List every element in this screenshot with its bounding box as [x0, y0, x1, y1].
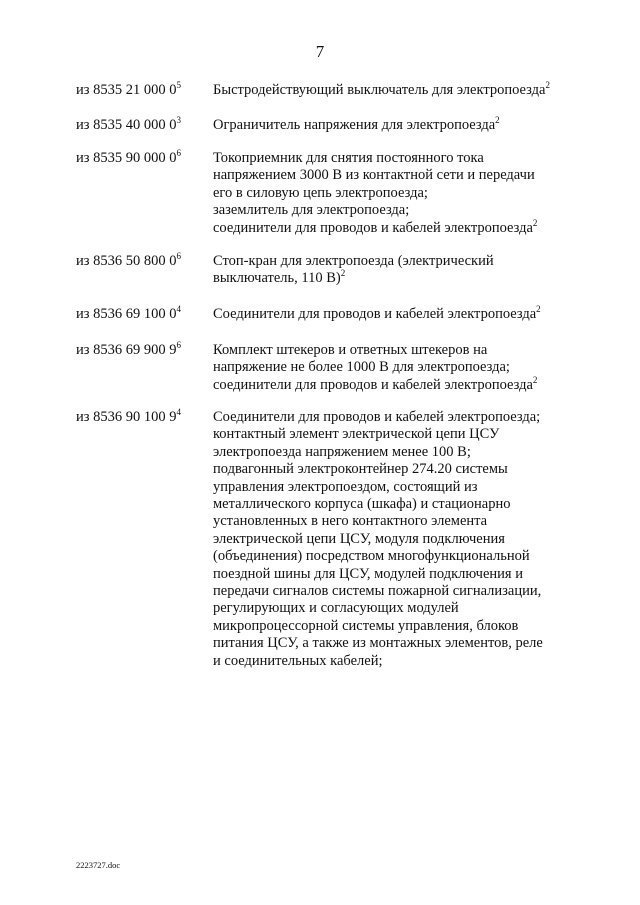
- description-line: [213, 583, 593, 600]
- tnved-code-text: из 8536 90 100 9: [76, 409, 177, 425]
- footnote-marker: 2: [532, 217, 538, 228]
- tnved-code-text: из 8535 21 000 0: [76, 82, 177, 98]
- tnved-code: [76, 82, 206, 99]
- description-line: [213, 461, 593, 478]
- description-text: электропоезда напряжением менее 100 В;: [213, 443, 471, 460]
- description-line: [213, 270, 593, 287]
- footnote-marker: 4: [176, 304, 181, 314]
- description-line: [213, 342, 593, 359]
- footnote-marker: 2: [340, 268, 346, 279]
- description-line: [213, 513, 593, 530]
- description-line: [213, 374, 593, 394]
- description-text: регулирующих и согласующих модулей: [213, 600, 459, 617]
- footnote-marker: 6: [176, 148, 181, 158]
- description-text: выключатель, 110 В): [213, 270, 341, 287]
- description-line: [213, 566, 593, 583]
- description-text: питания ЦСУ, а также из монтажных элементов, реле: [213, 635, 543, 652]
- description-text: электрической цепи ЦСУ, модуля подключения: [213, 530, 505, 547]
- footnote-marker: 4: [176, 407, 181, 417]
- description-line: [213, 185, 593, 202]
- description-line: [213, 635, 593, 652]
- description-text: Быстродействующий выключатель для электропоезда: [213, 82, 546, 98]
- footnote-marker: 6: [176, 340, 181, 350]
- footnote-marker: 2: [536, 304, 541, 314]
- goods-description: [213, 253, 593, 288]
- description-text: Комплект штекеров и ответных штекеров на: [213, 342, 488, 358]
- description-text: заземлитель для электропоезда;: [213, 202, 410, 219]
- footnote-marker: 5: [176, 80, 181, 90]
- description-text: Ограничитель напряжения для электропоезда: [213, 117, 496, 133]
- description-text: микропроцессорной системы управления, блоков: [213, 617, 519, 634]
- description-line: [213, 167, 593, 184]
- description-text: управления электропоездом, состоящий из: [213, 478, 478, 495]
- tnved-code-text: из 8536 50 800 0: [76, 253, 177, 269]
- tnved-code: [76, 150, 206, 167]
- description-line: [213, 600, 593, 617]
- tnved-code-text: из 8536 69 900 9: [76, 342, 177, 358]
- description-text: (объединения) посредством многофункциональной: [213, 548, 530, 565]
- description-line: [213, 150, 593, 167]
- description-line: [213, 217, 593, 237]
- description-line: [213, 496, 593, 513]
- description-text: Соединители для проводов и кабелей электропоезда: [213, 306, 537, 322]
- description-text: соединители для проводов и кабелей электропоезда: [213, 219, 533, 236]
- description-line: [213, 306, 593, 323]
- description-text: напряжением 3000 В из контактной сети и передачи: [213, 167, 535, 184]
- footnote-marker: 2: [495, 115, 500, 125]
- description-text: Соединители для проводов и кабелей электропоезда;: [213, 409, 541, 425]
- description-text: напряжение не более 1000 В для электропоезда;: [213, 359, 510, 376]
- footnote-marker: 3: [176, 115, 181, 125]
- footnote-marker: 2: [532, 374, 538, 385]
- goods-description: [213, 150, 593, 237]
- description-line: [213, 444, 593, 461]
- description-text: передачи сигналов системы пожарной сигнализации,: [213, 583, 542, 600]
- tnved-code: [76, 342, 206, 359]
- document-filename: 2223727.doc: [76, 860, 121, 870]
- description-text: контактный элемент электрической цепи ЦСУ: [213, 426, 500, 443]
- goods-description: [213, 409, 593, 670]
- description-line: [213, 409, 593, 426]
- page-number: 7: [315, 42, 325, 61]
- tnved-code-text: из 8535 90 000 0: [76, 150, 177, 166]
- description-text: подвагонный электроконтейнер 274.20 системы: [213, 461, 508, 478]
- description-line: [213, 479, 593, 496]
- goods-description: [213, 82, 593, 99]
- footnote-marker: 6: [176, 251, 181, 261]
- description-line: [213, 618, 593, 635]
- description-text: установленных в него контактного элемента: [213, 513, 488, 530]
- description-text: его в силовую цепь электропоезда;: [213, 184, 428, 201]
- tnved-code-text: из 8536 69 100 0: [76, 306, 177, 322]
- description-line: [213, 531, 593, 548]
- tnved-code: [76, 117, 206, 134]
- description-line: [213, 548, 593, 565]
- description-text: Токоприемник для снятия постоянного тока: [213, 150, 484, 166]
- tnved-code: [76, 409, 206, 426]
- tnved-code: [76, 253, 206, 270]
- description-text: соединители для проводов и кабелей электропоезда: [213, 376, 533, 393]
- tnved-code: [76, 306, 206, 323]
- description-line: [213, 82, 593, 99]
- goods-description: [213, 342, 593, 394]
- description-text: Стоп-кран для электропоезда (электрический: [213, 253, 494, 269]
- description-text: металлического корпуса (шкафа) и стационарно: [213, 496, 511, 513]
- description-line: [213, 653, 593, 670]
- goods-description: [213, 117, 593, 134]
- description-line: [213, 426, 593, 443]
- description-line: [213, 117, 593, 134]
- description-text: поездной шины для ЦСУ, модулей подключения и: [213, 565, 523, 582]
- description-text: и соединительных кабелей;: [213, 652, 383, 669]
- tnved-code-text: из 8535 40 000 0: [76, 117, 177, 133]
- goods-description: [213, 306, 593, 323]
- description-line: [213, 253, 593, 270]
- footnote-marker: 2: [545, 80, 550, 90]
